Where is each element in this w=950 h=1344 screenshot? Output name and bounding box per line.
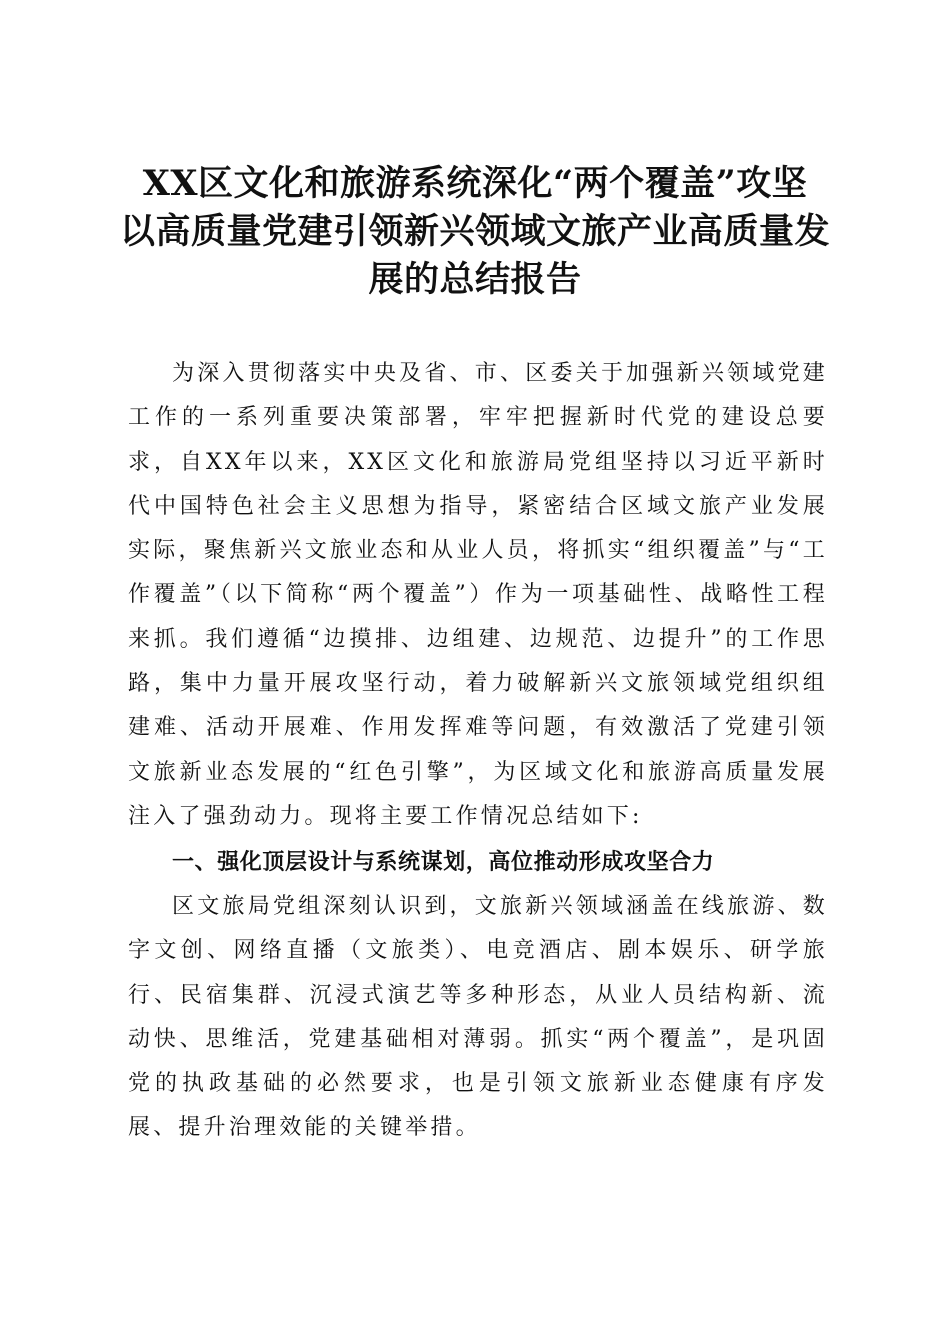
title-line-1: XX区文化和旅游系统深化“两个覆盖”攻坚 xyxy=(142,163,808,204)
title-line-3: 展的总结报告 xyxy=(368,259,582,300)
title-line-2: 以高质量党建引领新兴领域文旅产业高质量发 xyxy=(119,211,830,252)
section-1-paragraph: 区文旅局党组深刻认识到，文旅新兴领域涵盖在线旅游、数字文创、网络直播（文旅类）、电竞酒店、剧本娱乐、研学旅行、民宿集群、沉浸式演艺等多种形态，从业人员结构新、流动快、思维活，党建基础相对薄弱。抓实“两个覆盖”，是巩固党的执政基础的必然要求，也是引领文旅新业态健康有序发展、提升治理效能的关键举措。 xyxy=(128,894,828,1141)
section-heading-1: 一、强化顶层设计与系统谋划，高位推动形成攻坚合力 xyxy=(172,850,715,875)
intro-paragraph: 为深入贯彻落实中央及省、市、区委关于加强新兴领域党建工作的一系列重要决策部署，牢牢把握新时代党的建设总要求，自XX年以来，XX区文化和旅游局党组坚持以习近平新时代中国特色社会主义思想为指导，紧密结合区域文旅产业发展实际，聚焦新兴文旅业态和从业人员，将抓实“组织覆盖”与“工作覆盖”（以下简称“两个覆盖”）作为一项基础性、战略性工程来抓。我们遵循“边摸排、边组建、边规范、边提升”的工作思路，集中力量开展攻坚行动，着力破解新兴文旅领域党组织组建难、活动开展难、作用发挥难等问题，有效激活了党建引领文旅新业态发展的“红色引擎”，为区域文化和旅游高质量发展注入了强劲动力。现将主要工作情况总结如下: xyxy=(128,361,828,829)
document-title xyxy=(110,160,840,304)
